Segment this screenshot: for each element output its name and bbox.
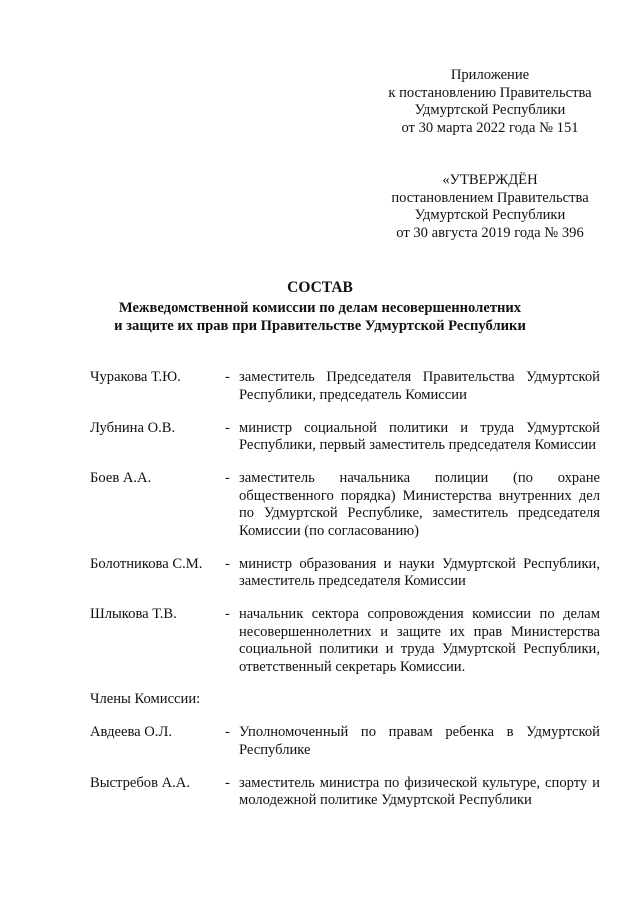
member-name: Чуракова Т.Ю. [90,369,181,385]
document-title [60,279,580,335]
approval-stamp [370,172,610,242]
member-role: заместитель министра по физической культуре, спорту и молодежной политике Удмуртской Республики [239,774,600,808]
title-subtitle-line: Межведомственной комиссии по делам несовершеннолетних [118,300,522,316]
member-role: министр социальной политики и труда Удмуртской Республики, первый заместитель председателя Комиссии [239,419,600,453]
roster-row [90,556,600,591]
appendix-line: Удмуртской Республики [414,102,566,118]
member-name: Болотникова С.М. [90,555,203,572]
member-role: Уполномоченный по правам ребенка в Удмуртской Республике [239,724,600,758]
roster-row [90,470,600,540]
dash-separator: - [225,470,230,486]
member-name: Шлыкова Т.В. [90,606,177,622]
dash-separator: - [225,555,230,572]
member-role: начальник сектора сопровождения комиссии по делам несовершеннолетних и защите их прав Министерства социальной политики и труда Удмуртской Республики, ответственный секретарь Комиссии. [239,606,600,675]
roster-row [90,724,600,759]
member-role: министр образования и науки Удмуртской Республики, заместитель председателя Комиссии [239,555,600,589]
member-role: заместитель Председателя Правительства Удмуртской Республики, председатель Комиссии [239,369,600,403]
dash-separator: - [225,419,230,436]
approval-line: постановлением Правительства [391,189,589,206]
dash-separator: - [225,606,230,622]
appendix-line: к постановлению Правительства [388,84,592,101]
roster-row [90,775,600,810]
dash-separator: - [225,724,230,740]
appendix-header [370,67,610,137]
appendix-line: Приложение [450,67,530,83]
member-role: заместитель начальника полиции (по охране общественного порядка) Министерства внутренних дел по Удмуртской Республике, заместитель председателя Комиссии (по согласованию) [239,470,600,539]
title-subtitle-line: и защите их прав при Правительстве Удмуртской Республики [114,318,526,334]
dash-separator: - [225,369,230,385]
roster-row [90,606,600,676]
approval-line: от 30 августа 2019 года № 396 [396,224,584,241]
member-name: Выстребов А.А. [90,774,190,791]
approval-line: Удмуртской Республики [414,207,566,223]
member-name: Лубнина О.В. [90,419,176,436]
roster-row [90,420,600,455]
commission-roster [90,369,600,825]
members-section-label: Члены Комиссии: [90,690,201,707]
appendix-line: от 30 марта 2022 года № 151 [401,119,579,136]
dash-separator: - [225,774,230,791]
approval-line: «УТВЕРЖДЁН [442,172,538,188]
member-name: Авдеева О.Л. [90,724,173,740]
member-name: Боев А.А. [90,470,152,486]
title-main: СОСТАВ [287,279,353,296]
roster-row [90,369,600,404]
